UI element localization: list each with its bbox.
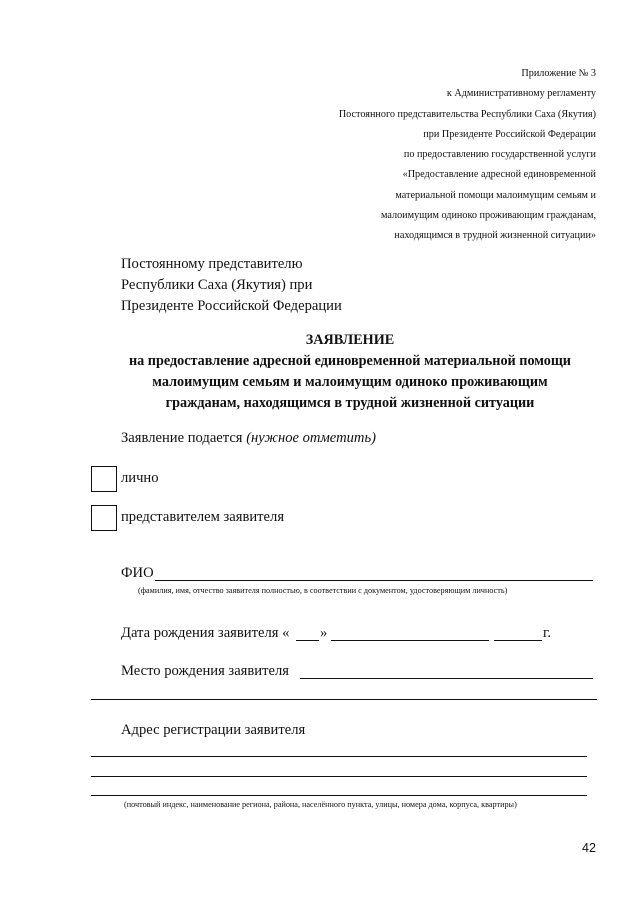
birth-date-close-quote: » — [320, 625, 328, 641]
appendix-line: Приложение № 3 — [521, 68, 596, 79]
submission-label: Заявление подается — [121, 430, 243, 446]
addressee-block — [121, 254, 342, 317]
birth-year-suffix: г. — [543, 625, 551, 641]
checkbox-in-person[interactable] — [91, 466, 117, 492]
birth-year-input-line[interactable] — [494, 640, 542, 641]
birth-date-label: Дата рождения заявителя « — [121, 625, 290, 641]
appendix-header — [339, 64, 596, 247]
option-in-person-label: лично — [121, 470, 159, 486]
appendix-line: к Административному регламенту — [446, 88, 596, 100]
addressee-line: Президенте Российской Федерации — [121, 298, 342, 314]
title-line: на предоставление адресной единовременной материальной помощи — [128, 353, 571, 369]
address-input-line-3[interactable] — [91, 795, 587, 796]
address-input-line-1[interactable] — [91, 756, 587, 757]
fio-input-line[interactable] — [155, 580, 593, 581]
submission-hint: (нужное отметить) — [246, 430, 376, 446]
page-number: 42 — [582, 841, 596, 855]
document-title — [100, 330, 600, 414]
appendix-line: «Предоставление адресной единовременной — [402, 169, 596, 181]
submission-label-row — [121, 430, 376, 447]
title-heading: ЗАЯВЛЕНИЕ — [305, 332, 395, 348]
birth-place-input-line[interactable] — [300, 678, 593, 679]
address-caption: (почтовый индекс, наименование региона, района, населённого пункта, улицы, номера дома, корпуса, квартиры) — [124, 800, 517, 809]
appendix-line: по предоставлению государственной услуги — [403, 149, 596, 161]
addressee-line: Постоянному представителю — [121, 256, 303, 272]
address-label: Адрес регистрации заявителя — [121, 722, 306, 738]
appendix-line: Постоянного представительства Республики Саха (Якутия) — [338, 108, 596, 120]
fio-label: ФИО — [121, 565, 154, 581]
appendix-line: малоимущим одиноко проживающим гражданам, — [381, 210, 596, 222]
birth-place-input-line-2[interactable] — [91, 699, 597, 700]
birth-month-input-line[interactable] — [331, 640, 489, 641]
appendix-line: находящимся в трудной жизненной ситуации» — [394, 230, 596, 242]
appendix-line: материальной помощи малоимущим семьям и — [395, 189, 596, 201]
birth-day-input-line[interactable] — [296, 640, 319, 641]
birth-place-label: Место рождения заявителя — [121, 663, 289, 679]
appendix-line: при Президенте Российской Федерации — [423, 128, 596, 140]
checkbox-by-representative[interactable] — [91, 505, 117, 531]
address-input-line-2[interactable] — [91, 776, 587, 777]
title-line: малоимущим семьям и малоимущим одиноко проживающим — [152, 374, 548, 390]
fio-caption: (фамилия, имя, отчество заявителя полностью, в соответствии с документом, удостоверяющим личность) — [138, 586, 508, 595]
option-by-representative-label: представителем заявителя — [121, 509, 285, 525]
title-line: гражданам, находящимся в трудной жизненной ситуации — [165, 395, 535, 411]
addressee-line: Республики Саха (Якутия) при — [121, 277, 313, 293]
